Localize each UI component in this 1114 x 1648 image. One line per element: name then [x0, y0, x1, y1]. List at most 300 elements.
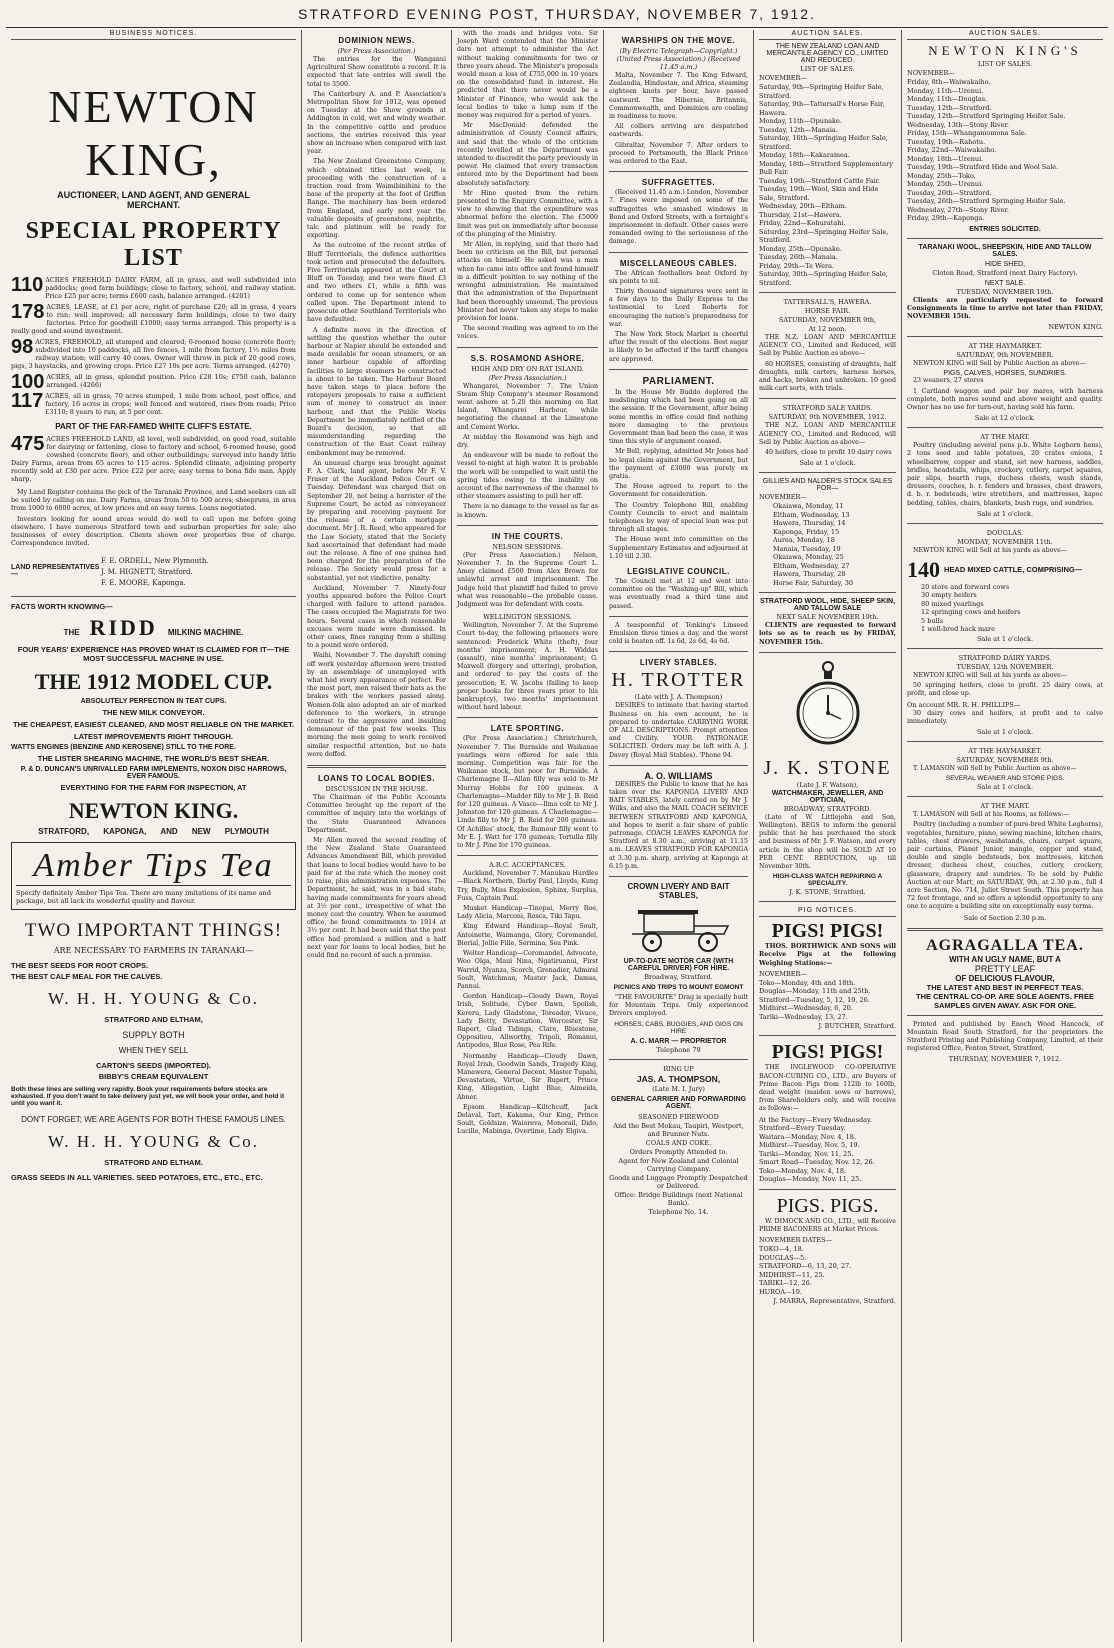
heifers-text: 40 heifers, close to profit 10 dairy cows	[765, 449, 892, 457]
property-list-title: SPECIAL PROPERTY LIST	[25, 218, 282, 271]
ring-up: RING UP	[663, 1064, 694, 1073]
list-item: 5 bulls	[921, 616, 944, 625]
horse-fair: HORSE FAIR.	[804, 307, 851, 315]
list-item: 30 empty heifers	[921, 591, 977, 600]
nz-loan-heading: THE NEW ZEALAND LOAN AND MERCANTILE AGENCY CO., LIMITED AND REDUCED.	[766, 43, 889, 64]
everything: EVERYTHING FOR THE FARM FOR INSPECTION, AT	[60, 783, 247, 793]
news-paragraph: Mr MacDonald defended the administration of County Council affairs, and said that the whole of the criticism recently levelled at the Department was intended to discredit the party previously in power. He claimed that every transaction entered into by the Department had been absolutely satisfactory.	[457, 122, 598, 187]
list-item: Monday, 25th—Opunake.	[759, 244, 842, 253]
douglas-heading: DOUGLAS.	[986, 528, 1024, 537]
news-paragraph: Normanby Handicap—Cloudy Dawn, Royal Irish, Goodwin Sands, Tragedy King, Manawera, General Decent, Master Tupahi, Devastation, Virtue, Sir Rupert, Prince King, Allegation, Light Blue, Aimeida, Abner.	[457, 1052, 598, 1101]
pigs-title: PIGS! PIGS!	[771, 920, 884, 943]
nz-loan-text: THE N.Z. LOAN AND MERCANTILE AGENCY CO., Limited and Reduced, will Sell by Public Auction as above—	[759, 422, 896, 446]
listing-text: ACRES, all in grass, splendid position. Price £28 10s; £750 cash, balance arranged. (4266)	[46, 373, 296, 389]
when-they-sell: WHEN THEY SELL	[118, 1046, 189, 1056]
sale-time: Sale at 1 o'clock.	[799, 459, 856, 468]
haymarket-heading: AT THE HAYMARKET.	[968, 746, 1042, 755]
divider	[609, 765, 748, 766]
list-of-sales: LIST OF SALES.	[977, 60, 1033, 68]
agragalla-coop: THE CENTRAL CO-OP. ARE SOLE AGENTS. FREE SAMPLES GIVEN AWAY. ASK FOR ONE.	[916, 991, 1094, 1010]
reps-label: LAND REPRESENTATIVES—	[11, 564, 100, 579]
agragalla-ugly: WITH AN UGLY NAME, BUT A	[949, 954, 1061, 964]
trotter-sub: (Late with J. A. Thompson)	[634, 693, 723, 702]
news-paragraph: The House went into committee on the Supplementary Estimates and adjourned at 1.10 till 2.30.	[609, 536, 748, 560]
haymarket-heading: AT THE HAYMARKET.	[968, 342, 1042, 351]
list-item: Monday, 11th—Urenui.	[907, 86, 984, 95]
listing-acres: 178	[11, 301, 45, 323]
broadway: Broadway, Stratford.	[644, 973, 713, 982]
gillies-list	[759, 502, 896, 587]
news-paragraph: The New Zealand Greenstone Company, which obtained titles last week, is proceeding with the construction of a traction road from Waimibinihini to the base of the property at the foot of Griffen Range. The machinery has been ordered from England, and early next year the valuable deposits of greenstone, nephrite, talc and platinum will be ready for exporting.	[307, 158, 446, 240]
loans-subheading: DISCUSSION IN THE HOUSE.	[325, 785, 428, 794]
courts-heading: IN THE COURTS.	[491, 531, 564, 541]
divider	[609, 1059, 748, 1060]
divider	[907, 427, 1103, 428]
list-item: Thursday, 21st—Hawera.	[759, 210, 842, 219]
list-item: Tuesday, 19th—Wool, Skin and Hide Sale, Stratford.	[759, 185, 879, 202]
list-item: Stratford—Every Tuesday.	[759, 1124, 846, 1133]
divider	[907, 238, 1103, 239]
trotter-text: DESIRES to intimate that having started Business on his own account, he is prepared to undertake CARRYING WORK OF ALL DESCRIPTIONS. Prompt attention and Civility. YOUR PATRONAGE SOLICITED. Orders may be left with A. J. Davey (Royal Mail Stables). 'Phone 94.	[609, 702, 748, 759]
dimock-list	[759, 1245, 896, 1296]
list-item: Friday, 29th—Te Wera.	[759, 261, 835, 270]
cattle-heading: HEAD MIXED CATTLE, COMPRISING—	[944, 565, 1083, 575]
list-item: Tuesday, 19th—Stratford Hide and Wool Sale.	[907, 163, 1059, 171]
courts-subheading: NELSON SESSIONS.	[492, 542, 563, 551]
warships-heading: WARSHIPS ON THE MOVE.	[621, 36, 736, 45]
list-item: Monday, 25th—Toko.	[907, 171, 976, 180]
column-business-notices	[6, 30, 302, 1642]
listing-acres: 475	[11, 433, 45, 455]
milking-machine: MILKING MACHINE.	[167, 628, 244, 638]
divider	[609, 651, 748, 652]
pigs-title: PIGS. PIGS.	[776, 1194, 879, 1217]
next-sale: NEXT SALE NOVEMBER 19th.	[776, 613, 879, 622]
list-item: Friday, 29th—Kaponga.	[907, 214, 985, 222]
list-item: Midhirst—Tuesday, Nov. 5, 19.	[759, 1141, 860, 1150]
divider	[457, 525, 598, 526]
november-label: NOVEMBER—	[759, 74, 807, 82]
list-item: Saturday, 23rd—Springing Heifer Sale, Stratford.	[759, 227, 889, 244]
list-item: TARIKI—12, 26.	[759, 1279, 812, 1287]
crown-stables: CROWN LIVERY AND BAIT STABLES,	[627, 882, 730, 901]
pigs-title: PIGS! PIGS!	[771, 1041, 884, 1064]
column-heading: AUCTION SALES.	[907, 30, 1103, 40]
listing	[11, 338, 296, 370]
list-item: Hawera, Thursday, 28	[773, 570, 846, 579]
warships-subheading: (By Electric Telegraph—Copyright.) (United Press Association.) (Received 11.45 a.m.)	[616, 47, 741, 71]
nk-sell-text: NEWTON KING will Sell by Public Auction as above—	[913, 360, 1086, 368]
broadway: BROADWAY, STRATFORD.	[783, 804, 872, 813]
list-item: Tuesday, 12th—Stratford Springing Heifer Sale.	[907, 112, 1066, 120]
bibby-cream: BIBBY'S CREAM EQUIVALENT	[98, 1072, 209, 1082]
weaner-pigs: SEVERAL WEANER AND STORE PIGS.	[945, 775, 1065, 783]
sale-date: SATURDAY, 9th NOVEMBER.	[956, 351, 1054, 360]
divider	[759, 292, 896, 293]
sale-date: TUESDAY, NOVEMBER 19th.	[956, 287, 1054, 296]
list-item: Douglas—Monday, 11th and 25th.	[759, 987, 871, 996]
duncan: P. & D. DUNCAN'S UNRIVALLED FARM IMPLEMENTS, NOXON DISC HARROWS, EVER FAMOUS.	[20, 766, 287, 781]
newton-king-sig: NEWTON KING.	[68, 798, 239, 824]
news-paragraph: Gibraltar, November 7. After orders to proceed to Portsmouth, the Black Prince was ordered to the East.	[609, 141, 748, 166]
list-item: Manaia, Tuesday, 19	[773, 544, 841, 553]
cartons-seeds: CARTON'S SEEDS (IMPORTED).	[96, 1061, 211, 1071]
divider	[907, 523, 1103, 524]
list-item: Smart Road—Tuesday, Nov. 12, 26.	[759, 1158, 875, 1167]
rosamond-subheading: HIGH AND DRY ON RAT ISLAND.	[471, 364, 584, 373]
stone-trade: WATCHMAKER, JEWELLER, AND OPTICIAN,	[771, 789, 884, 804]
divider	[907, 741, 1103, 742]
lister: THE LISTER SHEARING MACHINE, THE WORLD'S BEST SHEAR.	[37, 754, 270, 764]
necessary: ARE NECESSARY TO FARMERS IN TARANAKI—	[53, 946, 254, 956]
misc-cables-heading: MISCELLANEOUS CABLES.	[619, 258, 738, 268]
news-paragraph: The entries for the Wanganui Agricultural Show constitute a record. It is expected that late entries will swell the total to 3500.	[307, 56, 446, 88]
land-representatives	[11, 554, 296, 590]
november-label: NOVEMBER—	[907, 69, 955, 77]
list-item: Aurea, Monday, 18	[773, 536, 835, 545]
divider	[907, 648, 1103, 649]
listing-text: ACRES FREEHOLD DAIRY FARM, all in grass, and well subdivided into paddocks; good farm buildings; close to factory, school, and railway station. Price £25 per acre; terms £600 cash, balance arranged. (4201)	[45, 276, 296, 300]
press-association: (Per Press Association.)	[488, 373, 567, 382]
listing-text: ACRES FREEHOLD LAND, all level, well subdivided, on good road, suitable for dairying or fattening, close to factory and school, 6-roomed house, good cowshed (concrete floor), and other outbuildings; surveyed into handy little Dairy Farms, areas from 65 acres to 115 acres. Splendid climate, adjoining property recently sold at £30 per acre. Price £22 per acre; easy terms to bona fide man. Apply sharp.	[11, 435, 296, 483]
rosamond-heading: S.S. ROSAMOND ASHORE.	[470, 353, 585, 363]
investors-text: Investors looking for sound areas would do well to call upon me before going elsewhere. I have numerous Stratford town and suburban properties for sale; also businesses of every description. Clients shown over properties free of charge. Correspondence invited.	[11, 515, 296, 548]
list-item: TOKO—4, 18.	[759, 1245, 804, 1253]
next-sale: NEXT SALE.	[984, 279, 1026, 287]
divider	[759, 592, 896, 593]
list-item: At the Factory—Every Wednesday.	[759, 1115, 872, 1124]
list-item: Okaiawa, Monday, 11	[773, 502, 844, 511]
news-paragraph: The House agreed to report to the Government for consideration.	[609, 483, 748, 499]
conveyor: THE NEW MILK CONVEYOR.	[102, 708, 205, 718]
list-item: HUROA—19.	[759, 1287, 802, 1296]
list-item: Saturday, 16th—Springing Heifer Sale, Stratford.	[759, 134, 888, 151]
entries-solicited: ENTRIES SOLICITED.	[969, 225, 1041, 233]
nk-sales-heading: NEWTON KING'S	[928, 43, 1082, 58]
list-item: 12 springing cows and heifers	[921, 608, 1021, 617]
columns	[6, 30, 1108, 1642]
legislative-council-heading: LEGISLATIVE COUNCIL.	[627, 566, 730, 576]
stone-text: (Late of W. Littlejohn and Son, Wellington). BEGS to inform the general public that he has purchased the stock and business of Mr. J. F. Watson, and every article in the shop will be SOLD AT 10 PER CENT. REDUCTION, up till November 30th.	[759, 813, 896, 871]
tonking-ad: A teaspoonful of Tonking's Linseed Emulsion three times a day, and the worst cold is beaten off. 1s 6d, 2s 6d, 4s 6d.	[609, 621, 748, 646]
both-lines-text: Both these lines are selling very rapidly. Book your requirements before stocks are exhausted. If you don't want to take delivery just yet, we will book your order, and hold it until you want it.	[11, 1086, 285, 1108]
news-paragraph: King Edward Handicap—Royal Soult, Antoinette, Waimanga, Glory, Coromandel, Bierial, Jollie Fille, Sermina, Sea Pink.	[457, 923, 598, 947]
divider	[759, 1189, 896, 1190]
repairing: HIGH-CLASS WATCH REPAIRING A SPECIALITY.	[772, 873, 883, 888]
latest: LATEST IMPROVEMENTS RIGHT THROUGH.	[73, 732, 234, 742]
gillies-heading: GILLIES AND NALDER'S STOCK SALES FOR—	[762, 478, 893, 493]
news-paragraph: with the roads and bridges vote. Sir Joseph Ward contended that the Minister dare not attempt to administer the Act without making commitments for two or three years ahead. The Minister's proposals would mean a loss of £755,000 in 10 years on the consolidated fund in interest. He predicted that there never would be a Minister of Finance, who would ask the local bodies to take a lump sum if the money was required for a period of years.	[457, 30, 598, 120]
list-item: Tuesday, 19th—Stratford Cattle Fair.	[759, 176, 881, 185]
list-item: Friday, 22nd—Waiwakaiho.	[907, 146, 997, 154]
masthead: STRATFORD EVENING POST, THURSDAY, NOVEMBER 7, 1912.	[6, 6, 1108, 28]
divider	[609, 876, 748, 877]
listing-text: ACRES, LEASE, at £1 per acre, right of purchase £20; all in grass, 4 years to run; well improved; all necessary farm buildings, close to two dairy factories. Price for goodwill £1000; easy terms arranged. This property is a really good and sound investment.	[11, 303, 296, 335]
divider	[457, 717, 598, 718]
listing-text: ACRES, all in grass, 70 acres stumped, 1 mile from school, post office, and factory, 16 acres in crops; well fenced and watered, rises from roads; Price £3110; 8 years to run, at 5 per cent.	[45, 392, 296, 416]
list-item: Monday, 18th—Kakaramea.	[759, 151, 850, 159]
best-calf-meal: THE BEST CALF MEAL FOR THE CALVES.	[11, 972, 163, 982]
listing	[11, 276, 296, 300]
news-paragraph: There is no damage to the vessel as far as is known.	[457, 503, 598, 519]
imprint: Printed and published by Enoch Wood Hancock, of Mountain Road South Stratford, for the proprietors the Stratford Printing and Publishing Company, Limited, at their registered Office, Fenton Street, Stratford,	[907, 1020, 1103, 1053]
rep-name: F. E. ORDELL, New Plymouth.	[101, 557, 209, 566]
list-item: MIDHIRST—11, 25.	[759, 1270, 825, 1279]
divider	[759, 1035, 896, 1036]
livery-stables-heading: LIVERY STABLES.	[639, 658, 718, 668]
list-item: Wednesday, 20th—Eltham.	[759, 202, 847, 210]
agragalla-delicious: OF DELICIOUS FLAVOUR,	[955, 973, 1055, 983]
list-item: Monday, 25th—Urenui.	[907, 180, 984, 188]
dont-forget: DON'T FORGET; WE ARE AGENTS FOR BOTH THESE FAMOUS LINES.	[21, 1115, 286, 1125]
dominion-news-heading: DOMINION NEWS.	[338, 36, 415, 45]
list-item: Tuesday, 26th—Stratford Springing Heifer Sale.	[907, 197, 1066, 205]
sale-time: Sale at 1 o'clock.	[976, 783, 1034, 792]
list-item: Tuesday, 12th—Manaia.	[759, 125, 838, 134]
news-paragraph: Mr Allen, in replying, said that there had been no criticism on the Bill, but personal attacks on himself. He asked was a man when he came into office and found himself in a difficult position to say nothing of the wrongful administration. He maintained that the administration of the Department had been thoroughly unsound. The previous Minister had never taken any steps to make provision for loans.	[457, 241, 598, 322]
sale-time: At 12 noon.	[808, 325, 847, 333]
loans-heading: LOANS TO LOCAL BODIES.	[318, 774, 435, 784]
grass-seeds: GRASS SEEDS IN ALL VARIETIES. SEED POTATOES, ETC., ETC., ETC.	[11, 1173, 263, 1183]
list-item: Douglas—Monday, Nov. 11, 25.	[759, 1175, 862, 1184]
news-paragraph: An endeavour will be made to refloat the vessel to-night at high water. It is probable the work will be compelled to wait until the spring tides owing to the inability on account of the narrowness of the channel to other steamers assisting to pull her off.	[457, 452, 598, 501]
list-item: Monday, 11th—Douglas.	[907, 95, 988, 103]
mart-heading: AT THE MART.	[980, 433, 1030, 442]
news-paragraph: Malta, November 7. The King Edward, Zealandia, Hindustan, and Africa, steaming eighteen knots per hour, have passed eastward. The Hibernia, Britannia, Commonwealth, and Dominion are coaling in readiness to move.	[609, 72, 748, 121]
tattersalls-heading: TATTERSALL'S, HAWERA.	[783, 298, 872, 306]
divider	[759, 398, 896, 399]
press-association: (Per Press Association.)	[337, 47, 416, 55]
cart-text: 1 Cartland waggon and pair bay mares, with harness complete, both mares sound and above weight and quality. Owner has no use for turn-out, having sold his farm.	[907, 387, 1103, 411]
listing	[11, 435, 296, 483]
divider	[907, 1015, 1103, 1016]
springing-text: 50 springing heifers, close to profit. 25 dairy cows, at profit, and close up.	[907, 682, 1103, 698]
divider	[11, 596, 296, 597]
news-paragraph: The Country Telephone Bill, enabling County Councils to erect and maintain telephones by way of special loan was put through all stages.	[609, 501, 748, 534]
news-paragraph: Thirty thousand signatures were sent in a few days to the Daily Express to the testimonial to Lord Roberts for encouraging the nation's preparedness for war.	[609, 288, 748, 328]
list-item: Saturday, 9th—Tattersall's Horse Fair, Hawera.	[759, 100, 885, 117]
divider	[609, 252, 748, 253]
thompson-name: JAS. A. THOMPSON,	[636, 1073, 721, 1084]
clients-notice: Clients are particularly requested to forward Consignments in time to arrive not later than FRIDAY, NOVEMBER 15th.	[907, 296, 1103, 320]
stratford-eltham: STRATFORD AND ELTHAM,	[104, 1015, 203, 1025]
list-item: Wednesday, 27th—Stony River.	[907, 205, 1009, 214]
parliament-heading: PARLIAMENT.	[642, 375, 715, 387]
inglewood-text: THE INGLEWOOD CO-OPERATIVE BACON-CURING CO., LTD., are Buyers of Prime Bacon Pigs from 112lb to 160lb, dead weight (maiden sows or barrows), from Shareholders only, and will receive as follows:—	[759, 1064, 896, 1113]
phillips-account: On account MR. R. H. PHILLIPS—	[907, 700, 1021, 709]
list-item: Tuesday, 12th—Stratford.	[907, 103, 992, 112]
mokau-nuts: And the Best Mokau, Taupiri, Westport, and Brunner Nuts.	[613, 1121, 744, 1138]
nk-sales-list	[907, 78, 1103, 223]
sale-yards-heading: STRATFORD SALE YARDS.	[782, 404, 873, 413]
clients-notice: CLIENTS are requested to forward lots so as to reach us by FRIDAY, NOVEMBER 15th.	[759, 622, 896, 646]
agragalla-title: AGRAGALLA TEA.	[926, 936, 1084, 954]
hide-sale-heading: STRATFORD WOOL, HIDE, SHEEP SKIN, AND TALLOW SALE	[759, 598, 896, 613]
sale-time: Sale at 1 o'clock.	[976, 727, 1034, 736]
column-heading: BUSINESS NOTICES.	[11, 30, 296, 40]
list-item: Kaponga, Friday, 15	[773, 527, 840, 536]
divider	[457, 855, 598, 856]
nk-sell-text: NEWTON KING will Sell at his yards as above—	[913, 671, 1068, 679]
news-paragraph: As the outcome of the recent strike of Bluff Territorials, the defence authorities took action and prosecuted the defaulters. Five Territorials appeared at the Court at Bluff on Tuesday, and two were fined £3 and two others £1, while a fifth was ordered to come up for sentence when called upon. The Department intend to prosecute other Southland Territorials who have defaulted.	[307, 242, 446, 324]
column-dominion-news	[302, 30, 452, 1642]
mart-heading: AT THE MART.	[980, 802, 1030, 811]
list-item: Waitara—Monday, Nov. 4, 18.	[759, 1132, 857, 1141]
news-paragraph: Mr Hine quoted from the return presented to the Enquiry Committee, with a view to showing that the expenditure was abnormal before the election. The £5000 limit was put on immediately after because of the plunging of the Ministry.	[457, 189, 598, 238]
lamason-items: Poultry (including a number of pure-bred White Leghorns), vegetables, furniture, piano, sewing machine, kitchen chairs, tables, chest drawers, washstands, chairs, carpet square, pair curtains, Planet Junior, mangle, copper and stand, double and single bedsteads, box mattresses, kitchen dresser, duchess chest, couches, cutlery, crockery, glassware, drapery and sundries. To be sold by Public Auction at our Mart, on SATURDAY, 9th, at 2.30 p.m., full 4 acre Section, No. 714, Juliet Street South. This property has 72 feet frontage, and so offers a splendid opportunity to any one to acquire a building site on exceptionally easy terms.	[907, 821, 1103, 911]
news-paragraph: The New York Stock Market is cheerful after the result of the elections. Best sugar is likely to be affected if the tariff changes are approved.	[609, 331, 748, 363]
agragalla-latest: THE LATEST AND BEST IN PERFECT TEAS.	[926, 982, 1084, 992]
coals-coke: COALS AND COKE.	[645, 1138, 712, 1147]
motor-car-icon	[624, 904, 734, 954]
news-paragraph: Auckland, November 7. Manukau Hurdles—Black Northern, Darby Paul, Lloyds, Kung Try, Bully, Miss Explosion, Sphinx, Surplus, Fuss, Captain Paul.	[457, 870, 598, 902]
news-paragraph: In the House Mr Buddo deplored the mudslinging which had been going on all the session. If the Government, after being some months in office could find nothing more damaging to the previous Government than had been the case, it was time this style of argument ceased.	[609, 388, 748, 446]
news-paragraph: Musket Handicap—Tinopai, Merry Roe, Lady Alicia, Marconi, Rosca, Tiki Tapu.	[457, 905, 598, 921]
listing	[11, 303, 296, 335]
trotter-name: H. TROTTER	[611, 669, 746, 692]
sale-date: SATURDAY, NOVEMBER 9th.	[956, 755, 1054, 764]
four-years: FOUR YEARS' EXPERIENCE HAS PROVED WHAT IS CLAIMED FOR IT—THE MOST SUCCESSFUL MACHINE IN USE.	[17, 645, 290, 664]
inglewood-list	[759, 1116, 896, 1184]
weaners: 23 weaners, 27 stores	[913, 377, 984, 385]
dimock-dates: NOVEMBER DATES—	[759, 1236, 833, 1244]
divider	[609, 171, 748, 172]
general-carrier: GENERAL CARRIER AND FORWARDING AGENT.	[610, 1095, 747, 1110]
perfection: ABSOLUTELY PERFECTION IN TEAT CUPS.	[80, 698, 227, 706]
divider	[307, 765, 446, 768]
ridd-machine	[11, 615, 296, 641]
thompson-sub: (Late M. I. Jury)	[652, 1084, 705, 1093]
watts: WATTS ENGINES (BENZINE AND KEROSENE) STILL TO THE FORE.	[11, 744, 236, 752]
rep-name: J. M. HIGNETT, Stratford.	[101, 568, 193, 577]
horses-text: 80 HORSES, consisting of draughts, half draughts, milk carters, harness horses, and hacks, broken and unbroken. 10 good milk cart sorts, with trials.	[759, 360, 896, 393]
dimock-text: W. DIMOCK AND CO., LTD., will Receive PRIME BACONERS at Market Prices.	[759, 1217, 896, 1233]
sale-date: SATURDAY, NOVEMBER 9th,	[778, 316, 877, 324]
news-paragraph: Gordon Handicap—Cloudy Dawn, Royal Irish, Solitude, Cyber Dawn, Spolish, Kereru, Lady Gladstone, Toreador, Vivace, Lady Betty, Devastation, Worcester, Sir Rupert, Glad Tidings, Clare, Bluestone, Oppositiou, Allworthy, Tripoli, Romanui, Antipodes, Blue Rose, Pea Rife.	[457, 993, 598, 1050]
stratford-eltham-2: STRATFORD AND ELTHAM.	[104, 1158, 203, 1168]
cattle-list	[907, 583, 1103, 634]
column-auction-sales	[754, 30, 902, 1642]
dairy-yards-heading: STRATFORD DAIRY YARDS.	[958, 653, 1052, 662]
supply-both: SUPPLY BOTH	[122, 1030, 185, 1041]
telephone: Telephone 79	[656, 1045, 701, 1054]
divider	[759, 901, 896, 902]
column-news-continued	[452, 30, 604, 1642]
news-paragraph: The Chairman of the Public Accounts Committee brought up the report of the committee of inquiry into the workings of the State Guaranteed Advances Department.	[307, 794, 446, 834]
list-item: Monday, 11th—Opunake.	[759, 117, 842, 125]
divider	[457, 347, 598, 348]
sale-date: MONDAY, NOVEMBER 11th.	[957, 537, 1053, 546]
sporting-heading: LATE SPORTING.	[490, 724, 565, 734]
picnics: PICNICS AND TRIPS TO MOUNT EGMONT	[613, 984, 744, 992]
amber-tips-text: Specify definitely Amber Tips Tea. There are many imitations of its name and package, but all lack its wonderful quality and flavour.	[16, 889, 271, 906]
sale-time: Sale of Section 2.30 p.m.	[963, 913, 1047, 922]
list-item: Saturday, 30th—Springing Heifer Sale, Stratford.	[759, 270, 888, 287]
model-cup: THE 1912 MODEL CUP.	[34, 669, 273, 695]
sale-date: SATURDAY, 9th NOVEMBER, 1912.	[768, 413, 887, 422]
list-item: Friday, 15th—Whangamomona Sale.	[907, 129, 1027, 137]
marr-proprietor: A. C. MARR — PROPRIETOR	[630, 1037, 727, 1045]
list-item: STRATFORD—6, 13, 20, 27.	[759, 1262, 852, 1270]
listing-acres: 117	[11, 390, 44, 412]
column-cables	[604, 30, 754, 1642]
poultry-text: Poultry (including several pens p.b. White Leghorn hens), 2 tons seed and table potatoes, 20 crates onions, 1 wheelbarrow, copper and stand, set new harness, saddles, bridles, headstalls, whips, crockery, cutlery, carpet squares, pair slips, hearth rugs, duchess chests, wash stands, dressers, couches, b. r. fenders and brasses, chest drawers, d. b. r. bedsteads, wire stretchers, and mattresses, kapoc bedding, tables, chairs, blankets, bush rugs, and sundries.	[907, 442, 1103, 507]
list-item: Tuesday, 26th—Manaia.	[759, 253, 838, 261]
nz-loan-text: THE N.Z. LOAN AND MERCANTILE AGENCY CO., Limited and Reduced, will Sell by Public Auction as above—	[759, 334, 896, 358]
news-paragraph: The African footballers beat Oxford by six points to nil.	[609, 269, 748, 285]
list-of-sales: LIST OF SALES.	[800, 65, 855, 73]
sale-date: TUESDAY, 12th NOVEMBER.	[956, 662, 1054, 671]
november-label: NOVEMBER—	[759, 969, 807, 978]
newton-king-title: NEWTON KING,	[48, 81, 259, 185]
whh-young-2: W. H. H. YOUNG & Co.	[47, 1132, 260, 1152]
ridd-logo: RIDD	[89, 615, 158, 641]
november-label: NOVEMBER—	[759, 493, 807, 502]
news-paragraph: An unusual charge was brought against F. A. Clark, land agent, before Mr F. V. Fraser at the Auckland Police Court on Tuesday. Defendant was charged that on September 20, not being a barrister of the Supreme Court, he acted as conveyancer by preparing and receiving payment for the release of a certain mortgage document. Mr J. R. Reed, who appeared for the Law Society, stated that the Society had ascertained that defendant had made out the release. A fine of one guinea had been charged for the preparation of the release. The Society would press for a substantial, yet not vindictive, penalty.	[307, 459, 446, 582]
land-register-text: My Land Register contains the pick of the Taranaki Province, and Land seekers can all be suited by calling on me. Dairy Farms, areas from 50 to 500 acres; sheepruns, in area from 1000 to 6000 acres, at low prices and on easy terms. Loans negotiated.	[11, 489, 296, 513]
cattle-count: 140	[907, 556, 940, 582]
list-item: 80 mixed yearlings	[921, 599, 984, 608]
williams-text: DESIRES the Public to know that he has taken over the KAPONGA LIVERY AND BAIT STABLES, lately carried on by Mr J. Wilks, and also the MAIL COACH SERVICE BETWEEN STRATFORD AND KAPONGA, and hopes to merit a fair share of public patronage. COACH LEAVES KAPONGA for Stratford at 8.30 a.m., arriving at 11.15 a.m. LEAVES STRATFORD FOR KAPONGA at 3.30 p.m. sharp, arriving at Kaponga at 6.15 p.m.	[609, 780, 748, 870]
listing-acres: 110	[11, 274, 44, 296]
lamason-text: T. LAMASON will Sell by Public Auction as above—	[913, 764, 1077, 772]
news-paragraph: (Received 11.45 a.m.) London, November 7. Fines were imposed on some of the suffragettes who smashed windows in Bond and Oxford Streets, with a fortnight's imprisonment in default. Other cases were remanded owing to the seriousness of the damage.	[609, 189, 748, 246]
telephone: Telephone No. 14.	[648, 1207, 709, 1216]
news-paragraph: Epsom Handicap—Kiltchcuff, Jack Delaval, Tart, Kakama, Our King, Prince Soult, Goldsize, Waioreva, Monorail, Dido, Lucille, Mabinga, Overtime, Lady Elgiva.	[457, 1103, 598, 1136]
list-item: Hawera, Thursday, 14	[773, 519, 846, 528]
list-item: Horse Fair, Saturday, 30	[773, 578, 853, 587]
sales-list	[759, 83, 896, 287]
news-paragraph: Whangarei, November 7. The Union Steam Ship Company's steamer Rosamond went ashore at 5.20 this morning on Rat Island, Whangarei Harbour, while negotiating the channel at the Limestone and Cement Works.	[457, 382, 598, 431]
divider	[907, 796, 1103, 797]
wool-sales-heading: TARANAKI WOOL, SHEEPSKIN, HIDE AND TALLOW SALES.	[918, 243, 1092, 258]
list-item: Tuesday, 26th—Stratford.	[907, 188, 992, 197]
listing-acres: 98	[11, 336, 34, 358]
borthwick-text: THOS. BORTHWICK AND SONS will Receive Pigs at the following Weighing Stations:—	[759, 943, 896, 967]
news-paragraph: Mr Bell, replying, admitted Mr Jones had no legal claim against the Government, but the payment of £3000 was purely ex gratia.	[609, 448, 748, 480]
newton-king-role: AUCTIONEER, LAND AGENT, AND GENERAL MERCHANT.	[57, 190, 250, 210]
list-item: Friday, 22nd—Kohuratahi.	[759, 219, 846, 227]
borthwick-list	[759, 979, 896, 1022]
amber-tips-logo: Amber Tips Tea	[16, 847, 291, 886]
divider	[907, 336, 1103, 337]
nk-sig: NEWTON KING.	[1048, 323, 1103, 332]
whh-young: W. H. H. YOUNG & Co.	[47, 989, 260, 1009]
divider	[759, 652, 896, 653]
pocket-watch-icon	[796, 659, 860, 751]
news-paragraph: The second reading was agreed to on the voices.	[457, 325, 598, 341]
list-item: Tariki—Wednesday, 13, 27.	[759, 1012, 848, 1021]
nk-sell-text: NEWTON KING will Sell at his yards as above—	[913, 546, 1068, 554]
the-word: THE	[63, 628, 80, 638]
property-listings	[11, 276, 296, 416]
list-item: Tariki—Monday, Nov. 11, 25.	[759, 1149, 854, 1158]
news-paragraph: Mr Allen moved the second reading of the New Zealand State Guaranteed Advances Amendment Bill, which provided that loans to local bodies would have to be paid for at the rate which the money cost to raise, plus administration expenses. The Department, he said, was in a bad state, having made commitments for years ahead at 3½ per cent., irrespective of what the money cost the country. When he assumed office, he found commitments to 1914 at 3½ per cent. It had been said that the post office had promised a million and a half next year for loans to local bodies, but he could find no record of such a promise.	[307, 837, 446, 959]
list-item: DOUGLAS—5.	[759, 1253, 807, 1262]
cheapest: THE CHEAPEST, EASIEST CLEANED, AND MOST RELIABLE ON THE MARKET.	[13, 720, 294, 730]
column-heading: AUCTION SALES.	[759, 30, 896, 40]
office: Office: Bridge Buildings (next National Bank).	[614, 1190, 743, 1207]
news-paragraph: Waihi, November 7. The dayshift coming off work yesterday afternoon were treated by an assemblage of unemployed with what had every appearance of perfect. For the most part, men raised their hats as the brakes with the workers passed along. Women-folk also adopted an air of marked deference to the workers, in strange contrast to the aggressive and insulting demeanour of the past few weeks. This morning the men going to work received similar respectful attention, but no hats were doffed.	[307, 652, 446, 758]
list-item: 1 well-bred hack mare	[921, 625, 996, 634]
list-item: Stratford—Tuesday, 5, 12, 19, 26.	[759, 995, 870, 1004]
orders: Orders Promptly Attended to.	[629, 1147, 728, 1156]
hide-shed-address: Cloton Road, Stratford (next Dairy Factory).	[932, 268, 1078, 277]
mixed-cattle	[907, 557, 1103, 583]
white-cliffs-heading: PART OF THE FAR-FAMED WHITE CLIFF'S ESTATE.	[55, 422, 252, 431]
marra-sig: J. MARRA, Representative, Stratford.	[773, 1297, 896, 1305]
amber-tips-ad	[11, 842, 296, 910]
